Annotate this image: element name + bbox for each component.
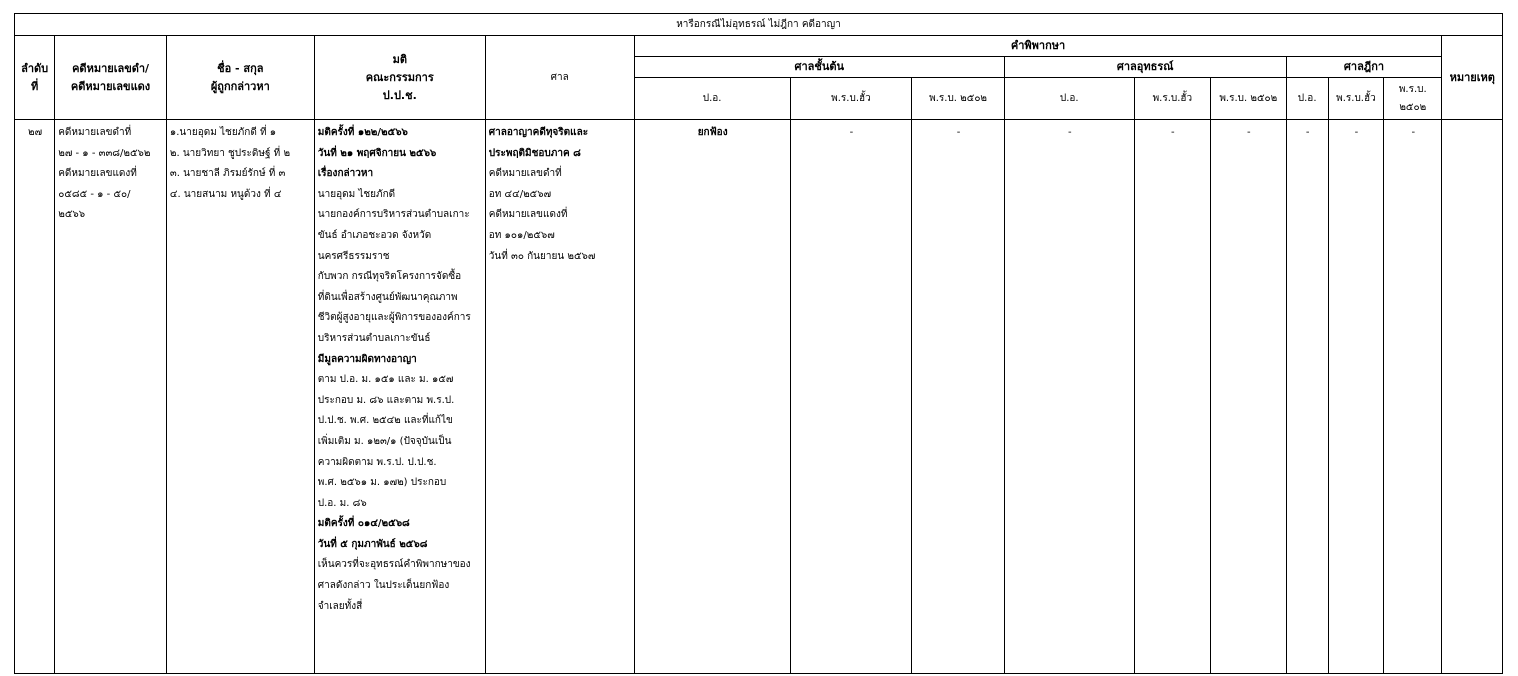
table-row	[15, 120, 1503, 674]
header-name-line-1: ชื่อ - สกุล	[217, 61, 264, 75]
row-first-act-2502-value: -	[956, 127, 961, 138]
resolution-line: พ.ศ. ๒๕๖๑ ม. ๑๗๒) ประกอบ	[317, 477, 447, 489]
resolution-line: นครศรีธรรมราช	[317, 250, 390, 262]
row-remark	[1442, 120, 1503, 674]
case-no-line: ๐๕๘๕ - ๑ - ๕๐/	[58, 188, 131, 200]
row-court	[485, 120, 634, 674]
document-table-frame	[14, 13, 1504, 676]
row-supreme-act-2502-value: -	[1411, 127, 1416, 138]
resolution-line: นายกองค์การบริหารส่วนตำบลเกาะ	[317, 209, 470, 221]
header-resolution-line-3: ป.ป.ช.	[382, 88, 417, 102]
header-supreme-act-2502	[1384, 78, 1442, 120]
court-line: วันที่ ๓๐ กันยายน ๒๕๖๗	[488, 250, 596, 262]
case-no-line: ๒๕๖๖	[58, 209, 86, 221]
table-banner: หารือกรณีไม่อุทธรณ์ ไม่ฎีกา คดีอาญา	[15, 14, 1503, 36]
resolution-line: มีมูลความผิดทางอาญา	[317, 353, 417, 365]
row-appeal-act-2502	[1211, 120, 1286, 674]
court-line: คดีหมายเลขแดงที่	[488, 209, 568, 221]
resolution-line: เพิ่มเติม ม. ๑๒๓/๑ (ปัจจุบันเป็น	[317, 435, 452, 447]
row-supreme-act-2502	[1384, 120, 1442, 674]
row-first-act-2502	[912, 120, 1005, 674]
resolution-line: ประกอบ ม. ๘๖ และตาม พ.ร.ป.	[317, 394, 455, 406]
resolution-line: วันที่ ๒๑ พฤศจิกายน ๒๕๖๖	[317, 147, 437, 159]
header-appeal-court: ศาลอุทธรณ์	[1004, 57, 1286, 78]
header-no-line-2: ที่	[30, 79, 39, 93]
resolution-line: ขันธ์ อำเภอชะอวด จังหวัด	[317, 229, 432, 241]
court-line: อท ๑๐๑/๒๕๖๗	[488, 229, 555, 241]
header-appeal-act-bribery: พ.ร.บ.ฮั้ว	[1134, 78, 1210, 120]
row-names	[166, 120, 314, 674]
header-appeal-act-2502: พ.ร.บ. ๒๕๐๒	[1211, 78, 1286, 120]
header-judgment: คำพิพากษา	[634, 36, 1442, 57]
row-first-criminal-code	[634, 120, 790, 674]
resolution-line: เห็นควรที่จะอุทธรณ์คำพิพากษาของ	[317, 559, 471, 571]
header-supreme-court: ศาลฎีกา	[1286, 57, 1442, 78]
header-supreme-criminal-code: ป.อ.	[1286, 78, 1328, 120]
resolution-line: ความผิดตาม พ.ร.ป. ป.ป.ช.	[317, 456, 437, 468]
row-no	[15, 120, 55, 674]
row-appeal-criminal-code-value: -	[1067, 127, 1072, 138]
resolution-line: บริหารส่วนตำบลเกาะขันธ์	[317, 332, 431, 344]
resolution-line: มติครั้งที่ ๐๑๔/๒๕๖๘	[317, 518, 410, 530]
resolution-line: จำเลยทั้งสี่	[317, 600, 363, 612]
header-no-line-1: ลำดับ	[21, 61, 49, 75]
row-appeal-act-bribery	[1134, 120, 1210, 674]
row-appeal-criminal-code	[1004, 120, 1134, 674]
header-supreme-act-bribery: พ.ร.บ.ฮั้ว	[1328, 78, 1383, 120]
row-supreme-criminal-code-value: -	[1305, 127, 1310, 138]
row-court-lines	[486, 120, 634, 267]
row-names-lines	[167, 120, 314, 205]
resolution-line: ตาม ป.อ. ม. ๑๕๑ และ ม. ๑๕๗	[317, 374, 454, 386]
header-name-line-2: ผู้ถูกกล่าวหา	[210, 79, 270, 93]
resolution-line: กับพวก กรณีทุจริตโครงการจัดซื้อ	[317, 271, 462, 283]
resolution-line: เรื่องกล่าวหา	[317, 168, 374, 180]
row-supreme-act-bribery	[1328, 120, 1383, 674]
case-table	[14, 13, 1503, 674]
header-resolution-line-2: คณะกรรมการ	[365, 70, 434, 84]
case-no-line: ๒๗ - ๑ - ๓๓๘/๒๕๖๒	[58, 147, 151, 159]
header-court: ศาล	[485, 36, 634, 120]
row-remark-value	[1442, 120, 1502, 123]
accused-name-line: ๔. นายสนาม หนูด้วง ที่ ๔	[169, 188, 282, 200]
header-case-no	[55, 36, 167, 120]
resolution-line: ป.อ. ม. ๘๖	[317, 497, 367, 509]
row-appeal-act-bribery-value: -	[1171, 127, 1175, 138]
row-supreme-criminal-code	[1286, 120, 1328, 674]
resolution-line: ชีวิตผู้สูงอายุและผู้พิการขององค์การ	[317, 312, 471, 324]
row-no-value: ๒๗	[28, 127, 43, 138]
resolution-line: ป.ป.ช. พ.ศ. ๒๕๔๒ และที่แก้ไข	[317, 415, 453, 427]
accused-name-line: ๑.นายอุดม ไชยภักดี ที่ ๑	[169, 127, 277, 138]
accused-name-line: ๓. นายชาลี ภิรมย์รักษ์ ที่ ๓	[169, 168, 286, 180]
header-supreme-act-2502-line-2: ๒๕๐๒	[1399, 101, 1427, 113]
header-first-criminal-code: ป.อ.	[634, 78, 790, 120]
header-supreme-act-2502-line-1: พ.ร.บ.	[1398, 83, 1427, 95]
row-supreme-act-bribery-value: -	[1354, 127, 1359, 138]
row-appeal-act-2502-value: -	[1246, 127, 1251, 138]
header-name	[166, 36, 314, 120]
header-resolution	[314, 36, 485, 120]
court-line: ประพฤติมิชอบภาค ๘	[488, 147, 581, 159]
row-resolution	[314, 120, 485, 674]
header-no	[15, 36, 55, 120]
header-first-act-bribery: พ.ร.บ.ฮั้ว	[790, 78, 912, 120]
row-case-no-lines	[55, 120, 166, 226]
court-line: คดีหมายเลขดำที่	[488, 168, 562, 180]
case-no-line: คดีหมายเลขดำที่	[58, 127, 132, 138]
header-first-court: ศาลชั้นต้น	[634, 57, 1004, 78]
header-case-no-line-1: คดีหมายเลขดำ/	[72, 61, 150, 75]
resolution-line: ที่ดินเพื่อสร้างศูนย์พัฒนาคุณภาพ	[317, 291, 458, 303]
court-line: ศาลอาญาคดีทุจริตและ	[488, 127, 589, 138]
resolution-line: มติครั้งที่ ๑๒๒/๒๕๖๖	[317, 127, 408, 138]
resolution-line: วันที่ ๕ กุมภาพันธ์ ๒๕๖๘	[317, 538, 428, 550]
resolution-line: นายอุดม ไชยภักดี	[317, 188, 396, 200]
row-first-act-bribery	[790, 120, 912, 674]
row-case-no	[55, 120, 167, 674]
header-resolution-line-1: มติ	[392, 52, 407, 66]
header-appeal-criminal-code: ป.อ.	[1004, 78, 1134, 120]
header-first-act-2502: พ.ร.บ. ๒๕๐๒	[912, 78, 1005, 120]
row-first-act-bribery-value: -	[849, 127, 854, 138]
case-no-line: คดีหมายเลขแดงที่	[58, 168, 137, 180]
row-resolution-lines	[315, 120, 485, 617]
resolution-line: ศาลดังกล่าว ในประเด็นยกฟ้อง	[317, 580, 450, 592]
row-first-criminal-code-value: ยกฟ้อง	[697, 127, 728, 138]
header-remark: หมายเหตุ	[1442, 36, 1503, 120]
court-line: อท ๔๔/๒๕๖๗	[488, 188, 552, 200]
accused-name-line: ๒. นายวิทยา ชูประดิษฐ์ ที่ ๒	[169, 147, 291, 159]
header-case-no-line-2: คดีหมายเลขแดง	[70, 79, 151, 93]
